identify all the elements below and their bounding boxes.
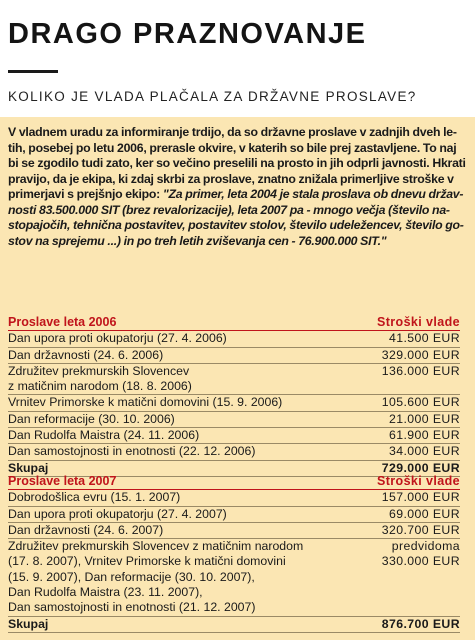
- total-label: Skupaj: [8, 460, 340, 476]
- intro-line: tih, posebej po letu 2006, prerasle okvire, v katerih so bile prej zastavljene. To naj: [8, 140, 457, 155]
- event-amount: 61.900 EUR: [340, 428, 460, 444]
- event-label: Dan samostojnosti in enotnosti (21. 12. 2007): [8, 600, 340, 616]
- event-amount: 320.700 EUR: [340, 522, 460, 538]
- table-row: [8, 411, 460, 427]
- event-label: Dan reformacije (30. 10. 2006): [8, 411, 340, 427]
- table-row: [8, 395, 460, 411]
- title-rule: [8, 70, 58, 73]
- table-row: [8, 379, 460, 395]
- table-row: [8, 539, 460, 555]
- total-amount: 876.700 EUR: [340, 616, 460, 632]
- intro-quote-line: [8, 234, 466, 250]
- event-label: (17. 8. 2007), Vrnitev Primorske k matični domovini: [8, 554, 286, 569]
- event-label: Dan upora proti okupatorju (27. 4. 2006): [8, 331, 340, 347]
- event-amount: predvidoma: [391, 539, 460, 554]
- event-label: Dan Rudolfa Maistra (24. 11. 2006): [8, 428, 340, 444]
- table-row: [8, 347, 460, 363]
- intro-quote-text: nosti 83.500.000 SIT (brez revalorizacije), leta 2007 pa - mnogo večja (število na-: [8, 202, 450, 217]
- event-label: Vrnitev Primorske k matični domovini (15. 9. 2006): [8, 395, 340, 411]
- cost-heading: Stroški vlade: [340, 315, 460, 331]
- intro-quote-text: stopajočih, tehnična postavitev, postavitev stolov, število udeležencev, število go-: [8, 218, 464, 232]
- intro-line: bi se zgodilo tudi zato, ker so večino preselili na prosto in jih odprli javnosti. Hkrati: [8, 156, 466, 170]
- cost-heading: Stroški vlade: [340, 474, 460, 490]
- intro-line-text: primerjavi s prejšnjo ekipo:: [8, 187, 163, 201]
- event-label: Združitev prekmurskih Slovencev: [8, 363, 190, 378]
- event-label: (15. 9. 2007), Dan reformacije (30. 10. 2007),: [8, 569, 255, 584]
- event-label: Dan državnosti (24. 6. 2006): [8, 347, 340, 363]
- event-amount: 105.600 EUR: [340, 395, 460, 411]
- event-label: Dobrodošlica evru (15. 1. 2007): [8, 490, 340, 506]
- event-amount: [340, 600, 460, 616]
- article-title: DRAGO PRAZNOVANJE: [8, 18, 367, 50]
- intro-line: V vladnem uradu za informiranje trdijo, da so državne proslave v zadnjih dveh le-: [8, 125, 457, 139]
- table-header-row: [8, 315, 460, 331]
- intro-line: pravijo, da je ekipa, ki zdaj skrbi za proslave, znatno znižala primerljive stroške v: [8, 171, 454, 186]
- intro-quote-text: stov na sprejemu ...) in po treh letih zviševanja cen - 76.900.000 SIT.": [8, 233, 387, 248]
- table-row: [8, 331, 460, 347]
- table-row: [8, 363, 460, 379]
- event-amount: 21.000 EUR: [340, 411, 460, 427]
- table-2007: [8, 474, 460, 633]
- table-heading: Proslave leta 2006: [8, 315, 340, 331]
- event-amount: 329.000 EUR: [340, 347, 460, 363]
- table-header-row: [8, 474, 460, 490]
- event-amount: 136.000 EUR: [381, 363, 460, 378]
- event-amount: [340, 585, 460, 600]
- table-row: [8, 554, 460, 569]
- table-row: [8, 585, 460, 600]
- event-amount: 69.000 EUR: [340, 506, 460, 522]
- table-row: [8, 428, 460, 444]
- event-amount: 34.000 EUR: [340, 444, 460, 460]
- event-amount: [340, 570, 460, 585]
- table-heading: Proslave leta 2007: [8, 474, 340, 490]
- article-subtitle: KOLIKO JE VLADA PLAČALA ZA DRŽAVNE PROSLAVE?: [8, 89, 417, 104]
- event-label: Dan državnosti (24. 6. 2007): [8, 522, 340, 538]
- intro-paragraph: [8, 125, 466, 249]
- table-2006: [8, 315, 460, 477]
- table-row: [8, 490, 460, 506]
- event-amount: 41.500 EUR: [340, 331, 460, 347]
- event-label: Dan samostojnosti in enotnosti (22. 12. 2006): [8, 444, 340, 460]
- total-amount: 729.000 EUR: [340, 460, 460, 476]
- event-amount: 157.000 EUR: [340, 490, 460, 506]
- intro-quote-line: [8, 203, 466, 219]
- event-amount: [340, 379, 460, 395]
- table-row: [8, 570, 460, 585]
- intro-quote-line: [8, 218, 466, 234]
- event-label: z matičnim narodom (18. 8. 2006): [8, 379, 340, 395]
- table-row: [8, 444, 460, 460]
- event-label: Dan Rudolfa Maistra (23. 11. 2007),: [8, 585, 203, 600]
- total-row: [8, 616, 460, 632]
- event-label: Združitev prekmurskih Slovencev z matičnim narodom: [8, 539, 304, 554]
- intro-line-with-quote: [8, 187, 466, 203]
- table-row: [8, 506, 460, 522]
- event-amount: 330.000 EUR: [381, 554, 460, 569]
- total-label: Skupaj: [8, 616, 340, 632]
- event-label: Dan upora proti okupatorju (27. 4. 2007): [8, 506, 340, 522]
- table-row: [8, 522, 460, 538]
- intro-quote-line: "Za primer, leta 2004 je stala proslava ob dnevu držav-: [162, 187, 464, 201]
- table-row: [8, 600, 460, 616]
